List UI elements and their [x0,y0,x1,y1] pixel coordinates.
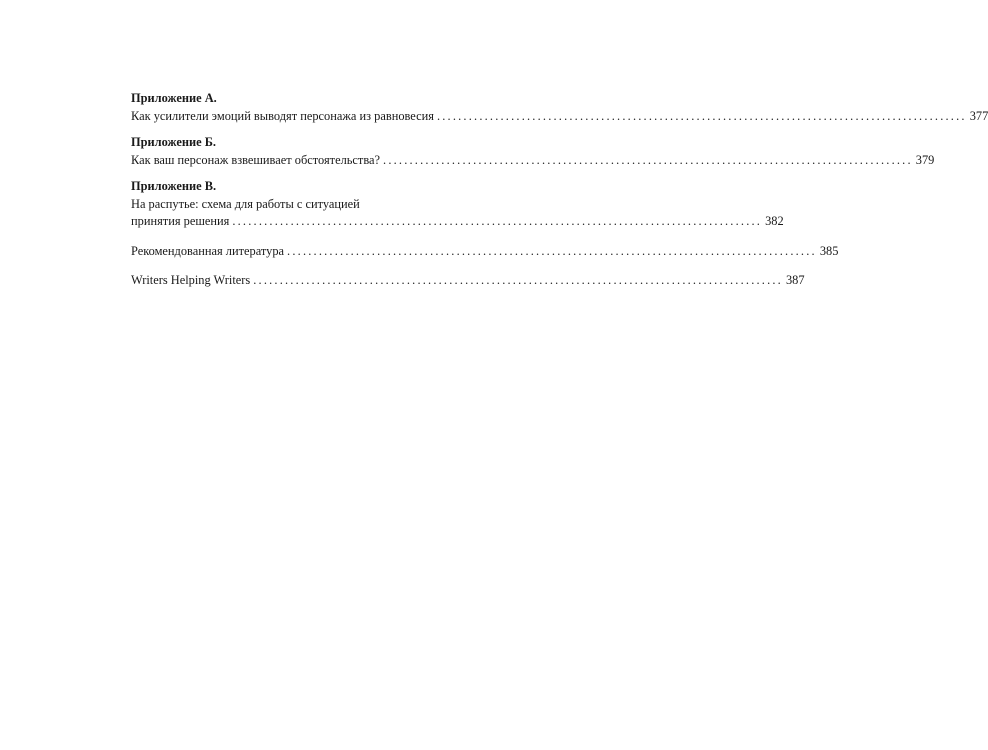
toc-section-writers [131,272,805,290]
entry-label-line: На распутье: схема для работы с ситуацией [131,196,360,211]
section-title: Приложение В. [131,179,217,193]
entry-label: Writers Helping Writers [131,273,251,287]
entry-label: Как усилители эмоций выводят персонажа из равновесия [131,108,434,123]
page-number: 379 [915,152,935,167]
page-number: 377 [969,108,988,123]
toc-entry [131,213,784,231]
table-of-contents [131,90,988,299]
section-title: Приложение Б. [131,135,216,149]
toc-section-literature [131,243,839,261]
toc-entry [131,152,935,170]
page-number: 387 [785,273,805,287]
dot-leader: .................................................................................................... [287,243,817,258]
dot-leader: .................................................................................................... [232,214,763,228]
dot-leader: .................................................................................................... [383,152,913,167]
toc-entry [131,272,805,290]
entry-label: Как ваш персонаж взвешивает обстоятельства? [131,152,381,167]
dot-leader: .................................................................................................... [436,108,967,123]
dot-leader: .................................................................................................... [253,273,783,287]
toc-entry [131,243,839,261]
entry-label: принятия решения [131,214,230,228]
toc-section-appendix-c [131,178,784,231]
entry-label: Рекомендованная литература [131,243,285,258]
toc-entry [131,108,988,126]
page-number: 385 [819,243,839,258]
section-title: Приложение А. [131,91,217,105]
page-number: 382 [765,214,784,228]
toc-section-appendix-a [131,90,988,125]
toc-section-appendix-b [131,134,935,169]
